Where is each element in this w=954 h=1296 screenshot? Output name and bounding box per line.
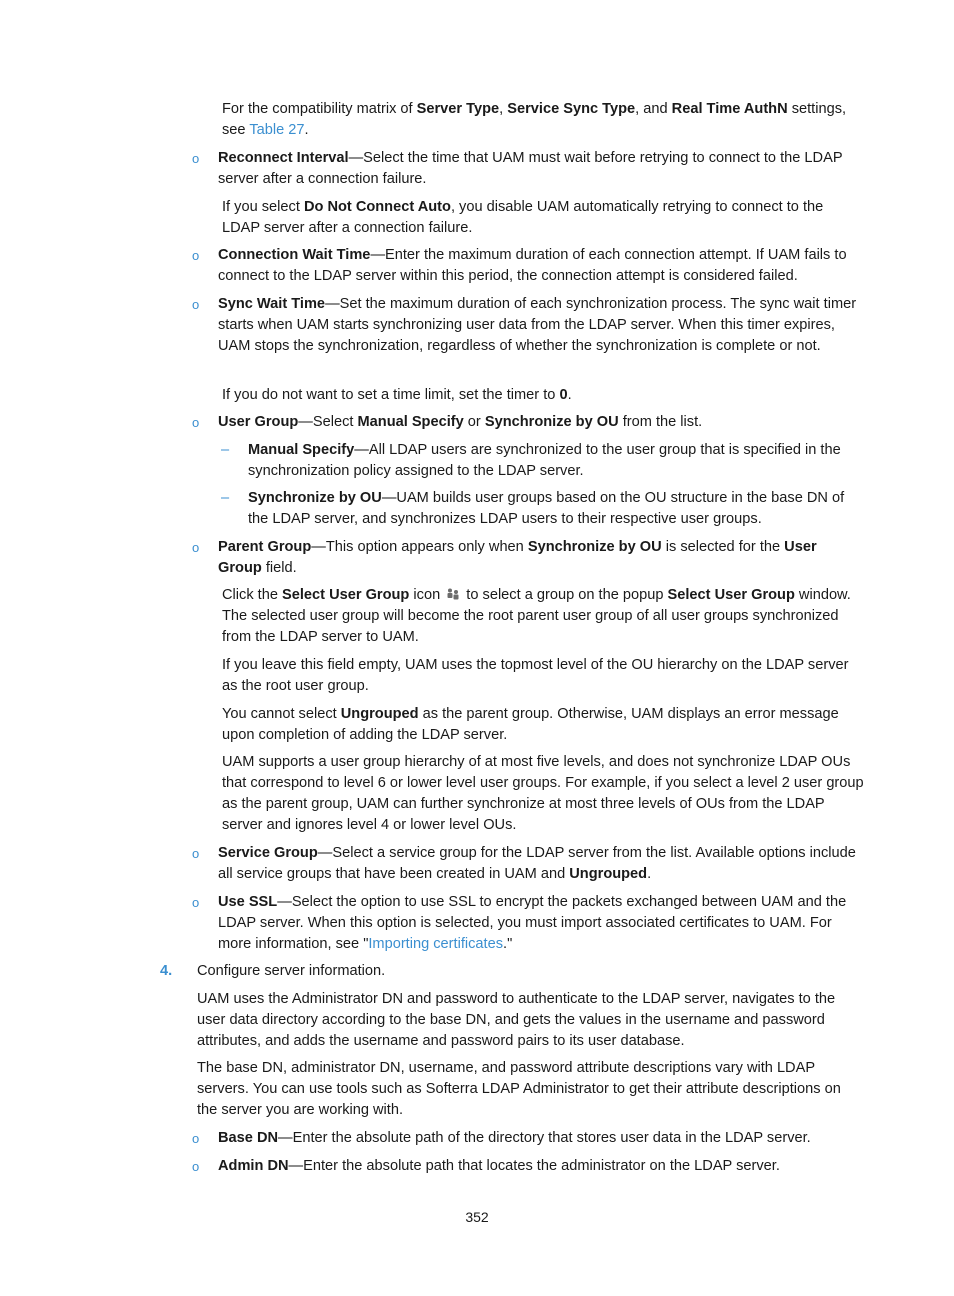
- dash-marker: –: [221, 490, 230, 506]
- parent-group-click-note: Click the Select User Group icon to select a group on the popup Select User Group window. The selected user group will become the root parent user group of all user groups synchronized from the LDAP server to UAM.: [222, 587, 851, 645]
- sync-wait-time-item: o Sync Wait Time—Set the maximum duration of each synchronization process. The sync wait timer starts when UAM starts synchronizing user data from the LDAP server. When this timer expires, UAM stops the synchronization, regardless of whether the synchronization is complete or not.: [192, 296, 857, 354]
- manual-specify-subitem: – Manual Specify—All LDAP users are synchronized to the user group that is specified in the synchronization policy assigned to the LDAP server.: [221, 442, 841, 479]
- bullet-marker: o: [192, 846, 200, 861]
- compat-note: For the compatibility matrix of Server Type, Service Sync Type, and Real Time AuthN settings, see Table 27.: [222, 101, 847, 138]
- importing-certificates-link[interactable]: Importing certificates: [368, 936, 504, 952]
- step-4-title: 4. Configure server information.: [197, 961, 864, 982]
- bullet-marker: o: [192, 415, 200, 430]
- sync-wait-note: If you do not want to set a time limit, set the timer to 0.: [222, 387, 572, 403]
- parent-group-levels-note: UAM supports a user group hierarchy of at most five levels, and does not synchronize LDAP OUs that correspond to level 6 or lower level user groups. For example, if you select a level 2 user group as the parent group, UAM can further synchronize at most three levels of OUs from the LDAP server and ignores level 4 or lower level OUs.: [222, 754, 864, 833]
- bullet-marker: o: [192, 151, 200, 166]
- base-dn-item: o Base DN—Enter the absolute path of the directory that stores user data in the LDAP server.: [218, 1128, 864, 1149]
- admin-dn-item: o Admin DN—Enter the absolute path that locates the administrator on the LDAP server.: [218, 1156, 864, 1177]
- bullet-marker: o: [192, 248, 200, 263]
- connection-wait-time-item: o Connection Wait Time—Enter the maximum duration of each connection attempt. If UAM fails to connect to the LDAP server within this period, the connection attempt is considered failed.: [192, 247, 847, 284]
- bullet-marker: o: [192, 1131, 200, 1146]
- reconnect-interval-item: o Reconnect Interval—Select the time that UAM must wait before retrying to connect to the LDAP server after a connection failure.: [192, 150, 843, 187]
- synchronize-by-ou-subitem: – Synchronize by OU—UAM builds user groups based on the OU structure in the base DN of the LDAP server, and synchronizes LDAP users to their respective user groups.: [221, 490, 845, 527]
- parent-group-ungrouped-note: You cannot select Ungrouped as the parent group. Otherwise, UAM displays an error message upon completion of adding the LDAP server.: [222, 706, 839, 743]
- bullet-marker: o: [192, 1159, 200, 1174]
- step-number: 4.: [160, 963, 173, 979]
- step-4-para-2: The base DN, administrator DN, username, and password attribute descriptions vary with LDAP servers. You can use tools such as Softerra LDAP Administrator to get their attribute descriptions on the server you are working with.: [197, 1060, 841, 1118]
- dash-marker: –: [221, 442, 230, 458]
- select-user-group-icon: [446, 587, 460, 601]
- step-4-para-1: UAM uses the Administrator DN and password to authenticate to the LDAP server, navigates to the user data directory according to the base DN, and gets the values in the username and password attributes, and adds the username and password pairs to its user database.: [197, 991, 836, 1049]
- page-number: 352: [465, 1209, 489, 1225]
- bullet-marker: o: [192, 297, 200, 312]
- table-27-link[interactable]: Table 27: [249, 122, 305, 138]
- bullet-marker: o: [192, 540, 200, 555]
- parent-group-empty-note: If you leave this field empty, UAM uses the topmost level of the OU hierarchy on the LDAP server as the root user group.: [222, 657, 849, 694]
- parent-group-item: o Parent Group—This option appears only when Synchronize by OU is selected for the User Group field.: [192, 539, 817, 576]
- reconnect-note: If you select Do Not Connect Auto, you disable UAM automatically retrying to connect to the LDAP server after a connection failure.: [222, 199, 824, 236]
- user-group-item: o User Group—Select Manual Specify or Synchronize by OU from the list.: [218, 412, 864, 433]
- use-ssl-item: o Use SSL—Select the option to use SSL to encrypt the packets exchanged between UAM and the LDAP server. When this option is selected, you must import associated certificates to UAM. For more information, see "Importing certificates.": [192, 894, 847, 952]
- service-group-item: o Service Group—Select a service group for the LDAP server from the list. Available options include all service groups that have been created in UAM and Ungrouped.: [192, 845, 856, 882]
- bullet-marker: o: [192, 895, 200, 910]
